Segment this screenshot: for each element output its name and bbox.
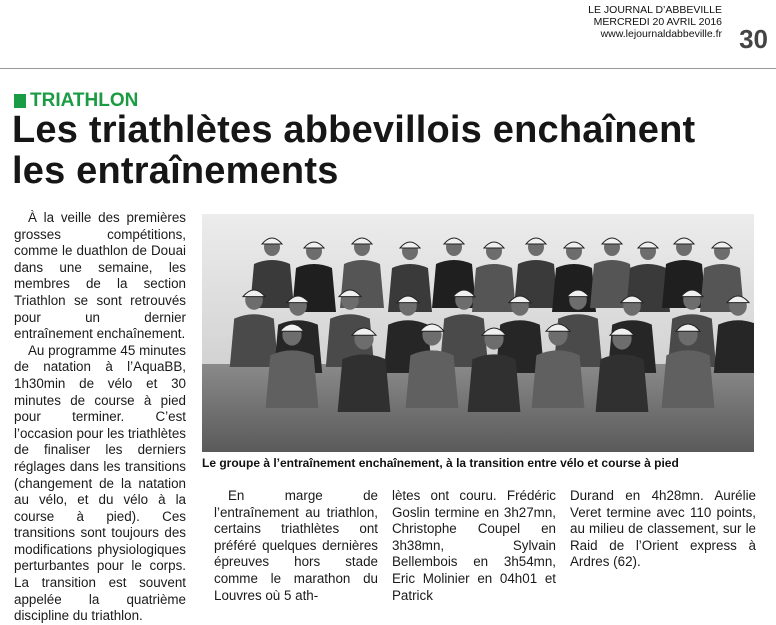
section-text: TRIATHLON xyxy=(30,90,139,111)
section-square-icon xyxy=(14,94,26,108)
masthead xyxy=(588,4,722,40)
title-line-1: Les triathlètes abbevillois enchaînent xyxy=(12,109,696,151)
paragraph-1: À la veille des premières grosses compétitions, comme le duathlon de Douai dans une semaine, les membres de la section Triathlon se sont retrouvés pour un dernier entraînement enchaînement. xyxy=(14,210,186,342)
page-number: 30 xyxy=(739,24,768,54)
site-url[interactable]: www.lejournaldabbeville.fr xyxy=(600,28,722,40)
paragraph-4: lètes ont couru. Frédéric Goslin termine en 3h27mn, Christophe Coupel en 3h38mn, Sylvain Bellembois en 3h54mn, Eric Molinier en 04h01 et Patrick xyxy=(392,488,556,603)
paper-name: LE JOURNAL D’ABBEVILLE xyxy=(588,4,722,16)
group-photo-icon xyxy=(202,214,754,452)
paragraph-3: En marge de l’entraînement au triathlon, certains triathlètes ont préféré quelques dernières épreuves hors stade comme le marathon du Louvres où 5 ath- xyxy=(214,488,378,603)
column-2 xyxy=(214,488,378,604)
photo-caption: Le groupe à l’entraînement enchaînement, à la transition entre vélo et course à pied xyxy=(202,456,679,470)
paragraph-2: Au programme 45 minutes de natation à l’AquaBB, 1h30min de vélo et 30 minutes de course à pied pour terminer. C’est l’occasion pour les triathlètes de finaliser les derniers réglages dans les transitions (changement de la natation au vélo, et du vélo à la course à pied). Ces transitions sont toujours des modifications physiologiques perturbantes pour le corps. La transition est souvent appelée la quatrième discipline du triathlon. xyxy=(14,342,186,624)
article-title xyxy=(12,110,772,192)
header-rule xyxy=(0,68,776,69)
column-1 xyxy=(14,210,186,625)
group-photo xyxy=(202,214,754,452)
title-line-2: les entraînements xyxy=(12,150,339,192)
issue-date: MERCREDI 20 AVRIL 2016 xyxy=(593,16,722,28)
paragraph-5: Durand en 4h28mn. Aurélie Veret termine avec 110 points, au milieu de classement, sur le Raid de l’Orient express à Ardres (62). xyxy=(570,488,756,570)
column-4 xyxy=(570,488,756,571)
column-3 xyxy=(392,488,556,604)
